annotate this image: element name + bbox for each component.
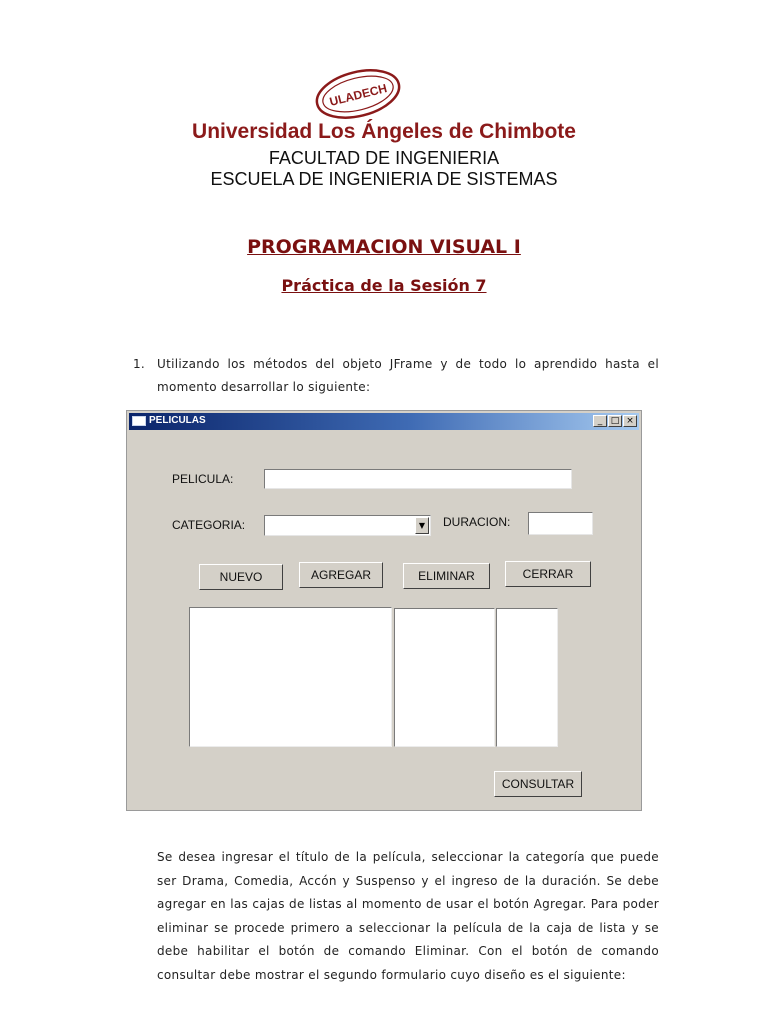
window-controls (592, 415, 637, 427)
window-app-icon (132, 416, 146, 426)
peliculas-window (126, 410, 642, 811)
chevron-down-icon[interactable]: ▼ (415, 517, 429, 534)
window-title: PELICULAS (149, 415, 206, 426)
uladech-logo (313, 66, 403, 120)
exercise-number: 1. (133, 357, 146, 371)
session-title: Práctica de la Sesión 7 (281, 276, 487, 295)
window-titlebar[interactable] (129, 413, 639, 430)
agregar-button[interactable]: AGREGAR (299, 562, 383, 588)
uladech-logo-emblem (313, 66, 403, 120)
duracion-input[interactable] (528, 512, 593, 535)
course-title: PROGRAMACION VISUAL I (247, 236, 521, 258)
school-name: ESCUELA DE INGENIERIA DE SISTEMAS (210, 169, 558, 189)
university-name: Universidad Los Ángeles de Chimbote (192, 120, 576, 143)
eliminar-button[interactable]: ELIMINAR (403, 563, 490, 589)
close-icon[interactable]: × (623, 415, 637, 427)
minimize-icon[interactable]: _ (593, 415, 607, 427)
maximize-icon[interactable]: □ (608, 415, 622, 427)
pelicula-input[interactable] (264, 469, 572, 489)
svg-text:ULADECH: ULADECH (328, 81, 389, 109)
duracion-label: DURACION: (443, 515, 511, 529)
duracion-listbox[interactable] (496, 608, 558, 747)
consultar-button[interactable]: CONSULTAR (494, 771, 582, 797)
peliculas-listbox[interactable] (189, 607, 392, 747)
nuevo-button[interactable]: NUEVO (199, 564, 283, 590)
pelicula-label: PELICULA: (172, 472, 234, 486)
categoria-combobox[interactable] (264, 515, 431, 536)
categorias-listbox[interactable] (394, 608, 495, 747)
faculty-name: FACULTAD DE INGENIERIA (268, 148, 500, 168)
categoria-label: CATEGORIA: (172, 518, 246, 532)
cerrar-button[interactable]: CERRAR (505, 561, 591, 587)
exercise-text: Utilizando los métodos del objeto JFrame y de todo lo aprendido hasta el momento desarrollar lo siguiente: (157, 357, 659, 394)
description-paragraph: Se desea ingresar el título de la película, seleccionar la categoría que puede ser Drama, Comedia, Accón y Suspenso y el ingreso de la duración. Se debe agregar en las cajas de listas al momento de usar el botón Agregar. Para poder eliminar se procede primero a seleccionar la película de la caja de lista y se debe habilitar el botón de comando Eliminar. Con el botón de comando consultar debe mostrar el segundo formulario cuyo diseño es el siguiente: (157, 850, 659, 982)
